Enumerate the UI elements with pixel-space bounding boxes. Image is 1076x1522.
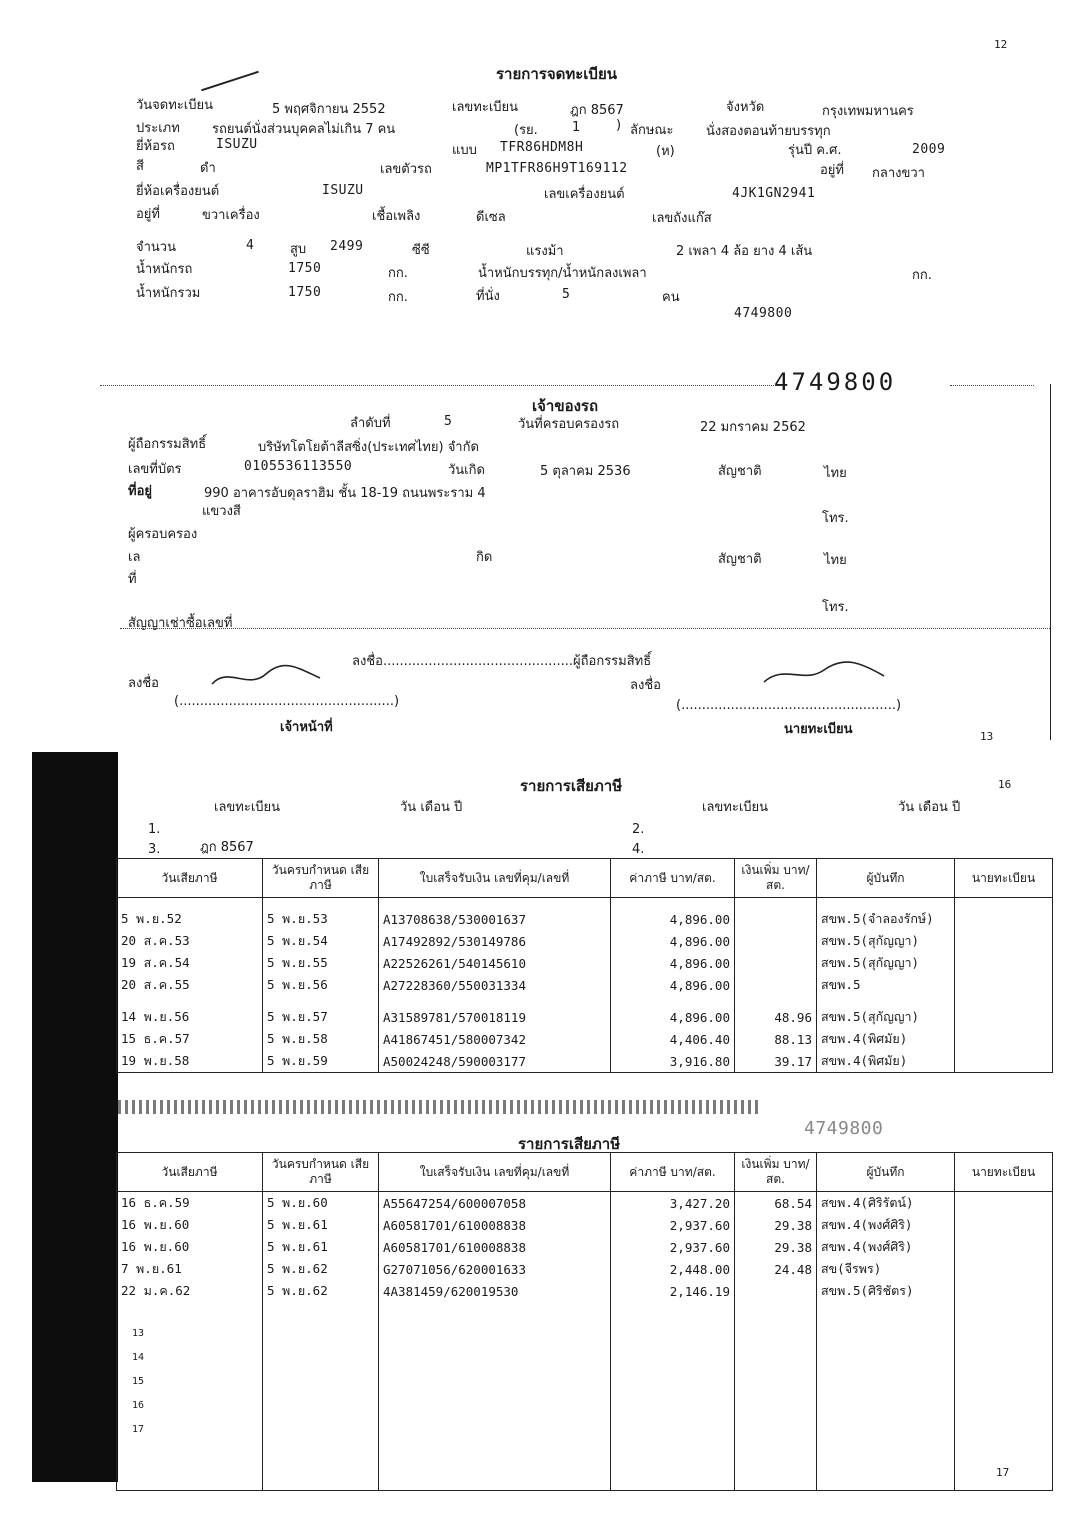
load-label: น้ำหนักบรรทุก/น้ำหนักลงเพลา <box>478 266 647 281</box>
due-date: 5 พ.ย.53 <box>263 908 379 930</box>
possess-date: 22 มกราคม 2562 <box>700 420 806 435</box>
year-label: รุ่นปี ค.ศ. <box>788 143 842 158</box>
engine-no-label: เลขเครื่องยนต์ <box>544 187 625 202</box>
surcharge <box>735 1280 817 1302</box>
receipt-number: 4A381459/620019530 <box>379 1280 611 1302</box>
occupant-nationality: ไทย <box>824 553 847 568</box>
table-row <box>117 1258 1053 1280</box>
tax-amount: 2,937.60 <box>611 1214 735 1236</box>
paid-date: 16 ธ.ค.59 <box>117 1192 263 1215</box>
surcharge: 24.48 <box>735 1258 817 1280</box>
engine-number: 4JK1GN2941 <box>732 186 816 201</box>
registrar <box>955 1006 1053 1028</box>
address: 990 อาคารอับดุลราฮิม ชั้น 18-19 ถนนพระราม 4 <box>204 486 486 501</box>
model-year: 2009 <box>912 142 946 157</box>
receipt-number: A13708638/530001637 <box>379 908 611 930</box>
sign-right-role: นายทะเบียน <box>784 722 853 737</box>
tax1-header-tax: ค่าภาษี บาท/สต. <box>611 859 735 898</box>
due-date: 5 พ.ย.61 <box>263 1214 379 1236</box>
recorder: สขพ.5(สุกัญญา) <box>817 1006 955 1028</box>
right-border-owner <box>1050 384 1051 740</box>
brand-label: ยี่ห้อรถ <box>136 139 175 154</box>
tax2-header-paid-date: วันเสียภาษี <box>117 1153 263 1192</box>
scan-noise-band <box>118 1100 758 1114</box>
row-number-17: 17 <box>132 1424 145 1435</box>
occupant-label: ผู้ครอบครอง <box>128 527 198 542</box>
owner-title: เจ้าของรถ <box>532 397 599 415</box>
axles-wheels: 2 เพลา 4 ล้อ ยาง 4 เส้น <box>676 244 813 259</box>
tax-amount: 3,427.20 <box>611 1192 735 1215</box>
vehicle-type: รถยนต์นั่งส่วนบุคคลไม่เกิน 7 คน <box>212 122 396 137</box>
registrar <box>955 1214 1053 1236</box>
tax-amount: 4,896.00 <box>611 952 735 974</box>
table-row <box>117 1236 1053 1258</box>
count-label: จำนวน <box>136 240 176 255</box>
sign-left-paren: (....................................................) <box>174 694 400 709</box>
surcharge: 29.38 <box>735 1236 817 1258</box>
reg-date-label: วันจดทะเบียน <box>136 98 213 113</box>
paid-date: 16 พ.ย.60 <box>117 1214 263 1236</box>
tax2-header-due-date: วันครบกำหนด เสียภาษี <box>263 1153 379 1192</box>
table-row <box>117 1214 1053 1236</box>
receipt-number: A50024248/590003177 <box>379 1050 611 1073</box>
surcharge <box>735 908 817 930</box>
sign-right-paren: (....................................................) <box>676 698 902 713</box>
occupant-id-label: เล <box>128 550 141 565</box>
table-row <box>117 1050 1053 1073</box>
id-number: 0105536113550 <box>244 459 353 474</box>
surcharge <box>735 974 817 996</box>
owner-order: 5 <box>444 414 453 429</box>
recorder: สขพ.4(พงศ์ศิริ) <box>817 1214 955 1236</box>
recorder: สขพ.5(ศิริชัตร) <box>817 1280 955 1302</box>
tax-amount: 2,146.19 <box>611 1280 735 1302</box>
weight-unit: กก. <box>388 266 408 281</box>
order-label: ลำดับที่ <box>350 416 391 431</box>
table-row <box>117 908 1053 930</box>
occupant-tel-label: โทร. <box>822 600 849 615</box>
model-label: แบบ <box>452 143 477 158</box>
row-number-16: 16 <box>132 1400 145 1411</box>
reg-date: 5 พฤศจิกายน 2552 <box>272 102 386 117</box>
province: กรุงเทพมหานคร <box>822 104 914 119</box>
cylinder-label: สูบ <box>290 242 307 257</box>
recorder: สขพ.4(พงศ์ศิริ) <box>817 1236 955 1258</box>
color-label: สี <box>136 159 144 174</box>
due-date: 5 พ.ย.55 <box>263 952 379 974</box>
recorder: สข(จีรพร) <box>817 1258 955 1280</box>
nationality: ไทย <box>824 466 847 481</box>
tax2-title: รายการเสียภาษี <box>518 1135 621 1153</box>
table-row <box>117 1006 1053 1028</box>
registrar <box>955 1028 1053 1050</box>
tax-amount: 4,896.00 <box>611 930 735 952</box>
paid-date: 19 พ.ย.58 <box>117 1050 263 1073</box>
paid-date: 7 พ.ย.61 <box>117 1258 263 1280</box>
table-row <box>117 1324 1053 1346</box>
id-label: เลขที่บัตร <box>128 462 182 477</box>
nationality-label: สัญชาติ <box>718 464 762 479</box>
table-row <box>117 1390 1053 1412</box>
registrar <box>955 952 1053 974</box>
tax1-header-receipt: ใบเสร็จรับเงิน เลขที่คุม/เลขที่ <box>379 859 611 898</box>
registration-title: รายการจดทะเบียน <box>496 65 617 83</box>
body-label: ลักษณะ <box>630 123 674 138</box>
redaction-bar <box>32 752 118 1482</box>
registrar <box>955 908 1053 930</box>
engine-brand-label: ยี่ห้อเครื่องยนต์ <box>136 184 220 199</box>
page-number-middle: 13 <box>980 730 994 743</box>
dotted-separator-contract <box>120 628 1050 629</box>
fuel-label: เชื้อเพลิง <box>372 209 421 224</box>
due-date: 5 พ.ย.56 <box>263 974 379 996</box>
row-number-14: 14 <box>132 1352 145 1363</box>
sign-left-label: ลงชื่อ <box>128 676 159 691</box>
due-date: 5 พ.ย.62 <box>263 1280 379 1302</box>
receipt-number: A17492892/530149786 <box>379 930 611 952</box>
model: TFR86HDM8H <box>500 140 584 155</box>
receipt-number: A31589781/570018119 <box>379 1006 611 1028</box>
tax2-header-surcharge: เงินเพิ่ม บาท/สต. <box>735 1153 817 1192</box>
tax-amount: 2,448.00 <box>611 1258 735 1280</box>
engine-brand: ISUZU <box>322 183 364 198</box>
tax1-table <box>116 858 1053 1073</box>
due-date: 5 พ.ย.60 <box>263 1192 379 1215</box>
location1-label: อยู่ที่ <box>820 163 844 178</box>
receipt-number: G27071056/620001633 <box>379 1258 611 1280</box>
rs-close: ) <box>616 118 622 133</box>
table-row <box>117 1346 1053 1368</box>
tax2-header-receipt: ใบเสร็จรับเงิน เลขที่คุม/เลขที่ <box>379 1153 611 1192</box>
table-row <box>117 952 1053 974</box>
tax-amount: 4,406.40 <box>611 1028 735 1050</box>
tax1-n3: 3. <box>148 842 161 857</box>
registrar <box>955 1258 1053 1280</box>
registrar <box>955 1236 1053 1258</box>
tax1-n1: 1. <box>148 822 161 837</box>
surcharge: 68.54 <box>735 1192 817 1215</box>
paid-date: 22 ม.ค.62 <box>117 1280 263 1302</box>
person-unit: คน <box>662 290 680 305</box>
cc-label: ซีซี <box>412 243 430 258</box>
paid-date: 20 ส.ค.53 <box>117 930 263 952</box>
tax-amount: 4,896.00 <box>611 908 735 930</box>
tax1-n4: 4. <box>632 842 645 857</box>
owner-code-large: 4749800 <box>774 368 897 396</box>
row-number-13: 13 <box>132 1328 145 1339</box>
location2: ขวาเครื่อง <box>202 208 260 223</box>
rs-label: (รย. <box>514 123 538 138</box>
due-date: 5 พ.ย.59 <box>263 1050 379 1073</box>
tax2-header-tax: ค่าภาษี บาท/สต. <box>611 1153 735 1192</box>
type-label: ประเภท <box>136 121 180 136</box>
gas-tank-label: เลขถังแก๊ส <box>652 211 712 226</box>
load-unit: กก. <box>912 268 932 283</box>
tax-amount: 3,916.80 <box>611 1050 735 1073</box>
gross-weight-label: น้ำหนักรวม <box>136 286 201 301</box>
horsepower-label: แรงม้า <box>526 244 564 259</box>
tax1-header-paid-date: วันเสียภาษี <box>117 859 263 898</box>
sign-right-label: ลงชื่อ <box>630 678 661 693</box>
surcharge: 48.96 <box>735 1006 817 1028</box>
paid-date: 20 ส.ค.55 <box>117 974 263 996</box>
tax1-date-col2: วัน เดือน ปี <box>898 800 961 815</box>
receipt-number: A27228360/550031334 <box>379 974 611 996</box>
tax1-header-surcharge: เงินเพิ่ม บาท/สต. <box>735 859 817 898</box>
dotted-separator-left <box>100 385 780 386</box>
birth-label: วันเกิด <box>448 463 485 478</box>
gross-weight-unit: กก. <box>388 290 408 305</box>
tax1-plate-col: เลขทะเบียน <box>214 800 281 815</box>
recorder: สขพ.5(สุกัญญา) <box>817 952 955 974</box>
occupant-address-label: ที่ <box>128 572 137 587</box>
registrar <box>955 1050 1053 1073</box>
table-row <box>117 1192 1053 1215</box>
tax1-header-due-date: วันครบกำหนด เสียภาษี <box>263 859 379 898</box>
tax2-faded-code: 4749800 <box>804 1118 884 1139</box>
tax2-header-row <box>117 1153 1053 1192</box>
sign-left-role: เจ้าหน้าที่ <box>280 720 333 735</box>
cylinders: 4 <box>246 238 255 253</box>
recorder: สขพ.4(พิศมัย) <box>817 1050 955 1073</box>
page-number-top: 12 <box>994 38 1008 51</box>
color: ดำ <box>200 161 216 176</box>
tax2-header-recorder: ผู้บันทึก <box>817 1153 955 1192</box>
birth-date: 5 ตุลาคม 2536 <box>540 464 631 479</box>
row-number-15: 15 <box>132 1376 145 1387</box>
gross-weight: 1750 <box>288 285 322 300</box>
registrar <box>955 1192 1053 1215</box>
surcharge <box>735 952 817 974</box>
table-row <box>117 974 1053 996</box>
paid-date: 5 พ.ย.52 <box>117 908 263 930</box>
body-type: นั่งสองตอนท้ายบรรทุก <box>706 124 831 139</box>
recorder: สขพ.4(ศิริรัตน์) <box>817 1192 955 1215</box>
recorder: สขพ.4(พิศมัย) <box>817 1028 955 1050</box>
table-row <box>117 1302 1053 1324</box>
tax1-title: รายการเสียภาษี <box>520 777 623 795</box>
receipt-number: A55647254/600007058 <box>379 1192 611 1215</box>
receipt-number: A60581701/610008838 <box>379 1236 611 1258</box>
seats: 5 <box>562 287 571 302</box>
occupant-nationality-label: สัญชาติ <box>718 552 762 567</box>
contract-label: สัญญาเช่าซื้อเลขที่ <box>128 616 233 631</box>
tax-amount: 2,937.60 <box>611 1236 735 1258</box>
pen-mark <box>201 71 259 91</box>
due-date: 5 พ.ย.61 <box>263 1236 379 1258</box>
seats-label: ที่นั่ง <box>476 289 500 304</box>
plate: ฎก 8567 <box>570 103 624 118</box>
table-row <box>117 1280 1053 1302</box>
page-number-tax: 16 <box>998 778 1012 791</box>
tax-amount: 4,896.00 <box>611 974 735 996</box>
surcharge <box>735 930 817 952</box>
holder-label: ผู้ถือกรรมสิทธิ์ <box>128 437 207 452</box>
tax1-date-col: วัน เดือน ปี <box>400 800 463 815</box>
province-label: จังหวัด <box>726 100 765 115</box>
paid-date: 14 พ.ย.56 <box>117 1006 263 1028</box>
tax-amount: 4,896.00 <box>611 1006 735 1028</box>
occupant-birth-label: กิด <box>476 550 493 565</box>
weight-label: น้ำหนักรถ <box>136 262 193 277</box>
receipt-number: A41867451/580007342 <box>379 1028 611 1050</box>
plate-label: เลขทะเบียน <box>452 100 519 115</box>
tax1-n2: 2. <box>632 822 645 837</box>
table-row <box>117 1368 1053 1390</box>
table-row <box>117 1412 1053 1491</box>
tax1-plate-value: ฎก 8567 <box>200 840 254 855</box>
paid-date: 19 ส.ค.54 <box>117 952 263 974</box>
fuel: ดีเซล <box>476 210 506 225</box>
tax1-header-recorder: ผู้บันทึก <box>817 859 955 898</box>
due-date: 5 พ.ย.54 <box>263 930 379 952</box>
table-row <box>117 1028 1053 1050</box>
engine-cc: 2499 <box>330 239 364 254</box>
surcharge: 39.17 <box>735 1050 817 1073</box>
receipt-number: A22526261/540145610 <box>379 952 611 974</box>
officer-signature-icon <box>208 664 328 692</box>
brand: ISUZU <box>216 137 258 152</box>
subdistrict: แขวงสี <box>202 504 241 519</box>
surcharge: 88.13 <box>735 1028 817 1050</box>
tax1-plate-col2: เลขทะเบียน <box>702 800 769 815</box>
chassis-number: MP1TFR86H9T169112 <box>486 161 628 176</box>
possess-date-label: วันที่ครอบครองรถ <box>518 417 620 432</box>
tax2-table <box>116 1152 1053 1491</box>
paid-date: 15 ธ.ค.57 <box>117 1028 263 1050</box>
address-label: ที่อยู่ <box>128 484 152 499</box>
dotted-separator-right <box>950 385 1034 386</box>
registration-code: 4749800 <box>734 306 793 321</box>
registrar-signature-icon <box>760 660 890 690</box>
registrar <box>955 1280 1053 1302</box>
recorder: สขพ.5(สุกัญญา) <box>817 930 955 952</box>
tax2-header-registrar: นายทะเบียน <box>955 1153 1053 1192</box>
due-date: 5 พ.ย.57 <box>263 1006 379 1028</box>
registrar <box>955 974 1053 996</box>
holder-signature-line: ลงชื่อ..............................................ผู้ถือกรรมสิทธิ์ <box>352 654 652 669</box>
page-number-bottom: 17 <box>996 1466 1010 1479</box>
recorder: สขพ.5 <box>817 974 955 996</box>
tax1-header-registrar: นายทะเบียน <box>955 859 1053 898</box>
surcharge: 29.38 <box>735 1214 817 1236</box>
due-date: 5 พ.ย.62 <box>263 1258 379 1280</box>
receipt-number: A60581701/610008838 <box>379 1214 611 1236</box>
model-suffix: (ห) <box>656 144 675 159</box>
holder-name: บริษัทโตโยต้าลีสซิ่ง(ประเทศไทย) จำกัด <box>258 440 479 455</box>
paid-date: 16 พ.ย.60 <box>117 1236 263 1258</box>
registrar <box>955 930 1053 952</box>
due-date: 5 พ.ย.58 <box>263 1028 379 1050</box>
rs-value: 1 <box>572 120 581 135</box>
table-row <box>117 930 1053 952</box>
tax1-header-row <box>117 859 1053 898</box>
recorder: สขพ.5(จำลองรักษ์) <box>817 908 955 930</box>
chassis-label: เลขตัวรถ <box>380 162 432 177</box>
location2-label: อยู่ที่ <box>136 207 160 222</box>
vehicle-weight: 1750 <box>288 261 322 276</box>
tel-label: โทร. <box>822 511 849 526</box>
location1: กลางขวา <box>872 166 925 181</box>
